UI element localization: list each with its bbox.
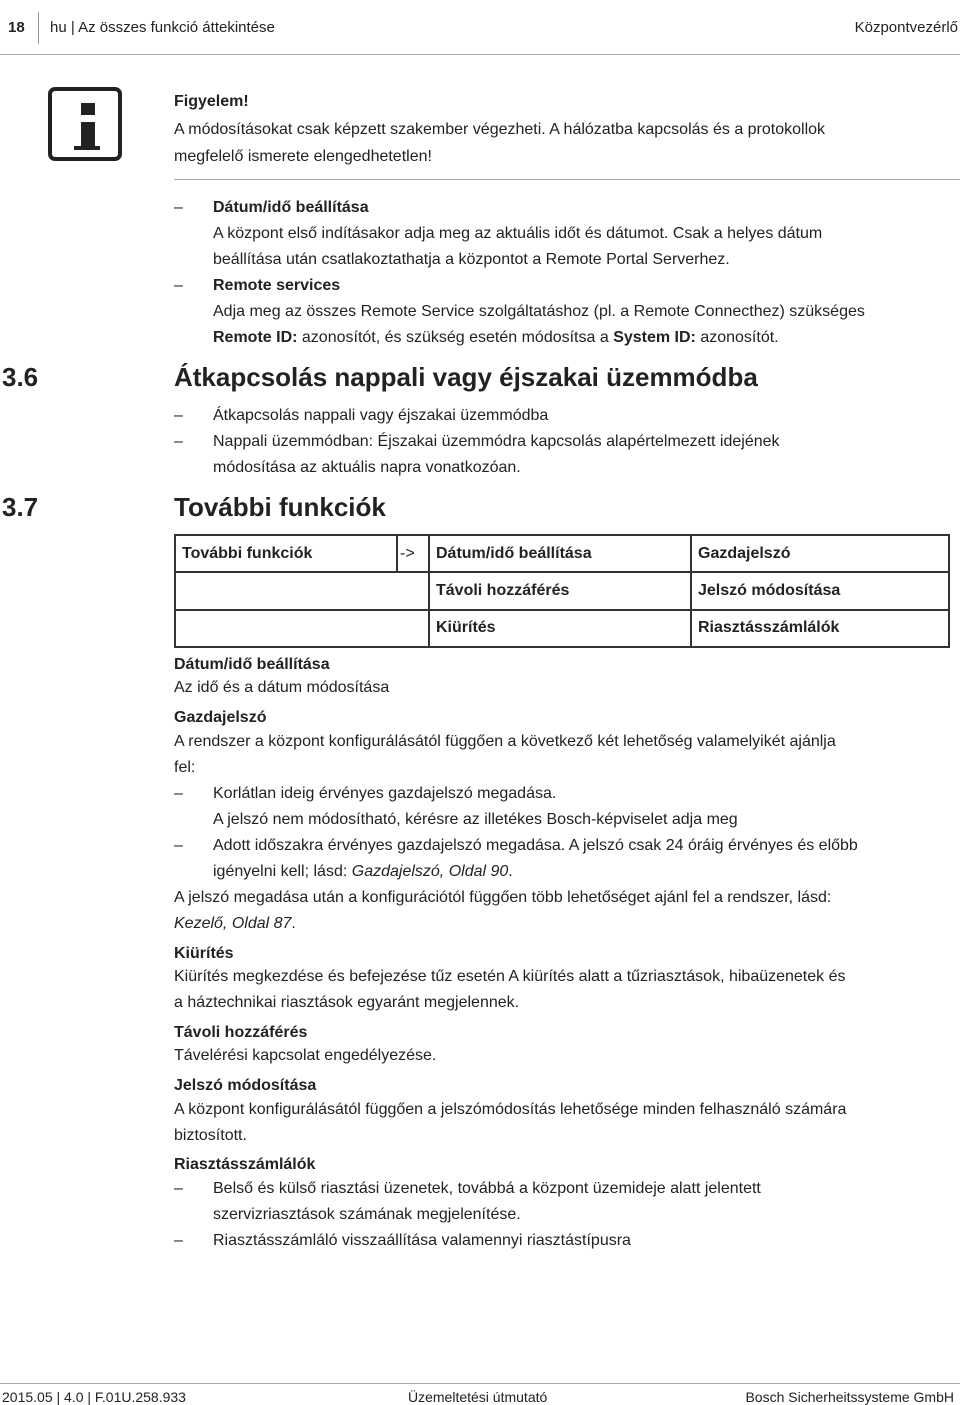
remote-services-text-part: azonosítót, és szükség esetén módosítsa a	[297, 329, 614, 346]
list-dash: –	[174, 1232, 183, 1249]
list-dash: –	[174, 1180, 183, 1197]
paragraph: A rendszer a központ konfigurálásától függően a következő két lehetőség valamelyikét ajánlja	[174, 733, 836, 750]
subheading-evacuation: Kiürítés	[174, 945, 234, 962]
table-cell	[175, 572, 429, 609]
datetime-setting-title: Dátum/idő beállítása	[213, 199, 369, 216]
functions-table	[174, 534, 950, 648]
list-dash: –	[174, 277, 183, 294]
table-cell: ->	[397, 535, 429, 572]
paragraph: A központ konfigurálásától függően a jelszómódosítás lehetősége minden felhasználó számára	[174, 1101, 847, 1118]
table-row	[175, 572, 949, 609]
list-item: Átkapcsolás nappali vagy éjszakai üzemmódba	[213, 407, 549, 424]
table-cell	[175, 610, 429, 647]
section-number: 3.6	[2, 362, 39, 392]
table-cell: Kiürítés	[429, 610, 691, 647]
table-cell: Riasztásszámlálók	[691, 610, 949, 647]
remote-id-label: Remote ID:	[213, 329, 298, 346]
subheading-change-password: Jelszó módosítása	[174, 1077, 317, 1094]
subheading-alarm-counters: Riasztásszámlálók	[174, 1156, 316, 1173]
paragraph: biztosított.	[174, 1127, 247, 1144]
list-item	[213, 862, 513, 882]
paragraph	[174, 914, 296, 934]
subheading-datetime: Dátum/idő beállítása	[174, 656, 330, 673]
list-item: módosítása az aktuális napra vonatkozóan.	[213, 459, 521, 476]
datetime-setting-text: beállítása után csatlakoztathatja a központot a Remote Portal Serverhez.	[213, 251, 730, 268]
table-cell: Távoli hozzáférés	[429, 572, 691, 609]
list-dash: –	[174, 837, 183, 854]
table-cell: Jelszó módosítása	[691, 572, 949, 609]
footer-company: Bosch Sicherheitssysteme GmbH	[745, 1389, 954, 1405]
paragraph-text: .	[291, 915, 296, 932]
paragraph: fel:	[174, 759, 196, 776]
table-cell: Gazdajelszó	[691, 535, 949, 572]
notice-divider	[174, 179, 960, 180]
notice-text-line: megfelelő ismerete elengedhetetlen!	[174, 148, 432, 165]
cross-reference-link[interactable]: Kezelő, Oldal 87	[174, 915, 292, 932]
subheading-remote-access: Távoli hozzáférés	[174, 1024, 308, 1041]
info-icon	[48, 87, 122, 161]
table-cell: Dátum/idő beállítása	[429, 535, 691, 572]
section-heading: Átkapcsolás nappali vagy éjszakai üzemmódba	[174, 362, 758, 392]
list-item-text: igényelni kell; lásd:	[213, 863, 352, 880]
remote-services-text	[213, 328, 779, 348]
header-separator	[38, 12, 39, 44]
paragraph: A jelszó megadása után a konfigurációtól függően több lehetőséget ajánl fel a rendszer, lásd:	[174, 889, 832, 906]
list-item: Adott időszakra érvényes gazdajelszó megadása. A jelszó csak 24 óráig érvényes és előbb	[213, 837, 858, 854]
footer-document-id: 2015.05 | 4.0 | F.01U.258.933	[2, 1389, 186, 1405]
header-product-name: Központvezérlő	[854, 19, 958, 36]
list-dash: –	[174, 785, 183, 802]
remote-services-text: Adja meg az összes Remote Service szolgáltatáshoz (pl. a Remote Connecthez) szükséges	[213, 303, 865, 320]
list-dash: –	[174, 199, 183, 216]
table-row	[175, 610, 949, 647]
footer-document-type: Üzemeltetési útmutató	[408, 1389, 548, 1405]
paragraph: a háztechnikai riasztások egyaránt megjelennek.	[174, 994, 520, 1011]
table-row	[175, 535, 949, 572]
remote-services-title: Remote services	[213, 277, 341, 294]
remote-services-text-part: azonosítót.	[695, 329, 779, 346]
subheading-master-password: Gazdajelszó	[174, 709, 267, 726]
header-section-title: hu | Az összes funkció áttekintése	[50, 19, 275, 36]
system-id-label: System ID:	[613, 329, 696, 346]
page-number: 18	[8, 19, 25, 36]
list-item: Korlátlan ideig érvényes gazdajelszó megadása.	[213, 785, 557, 802]
cross-reference-link[interactable]: Gazdajelszó, Oldal 90	[351, 863, 509, 880]
notice-title: Figyelem!	[174, 93, 249, 110]
footer-divider	[0, 1383, 960, 1384]
list-item: A jelszó nem módosítható, kérésre az illetékes Bosch-képviselet adja meg	[213, 811, 738, 828]
header-divider	[0, 54, 960, 55]
list-item: Nappali üzemmódban: Éjszakai üzemmódra kapcsolás alapértelmezett idejének	[213, 433, 780, 450]
list-item: szervizriasztások számának megjelenítése.	[213, 1206, 521, 1223]
list-item: Riasztásszámláló visszaállítása valamennyi riasztástípusra	[213, 1232, 631, 1249]
datetime-setting-text: A központ első indításakor adja meg az aktuális időt és dátumot. Csak a helyes dátum	[213, 225, 823, 242]
paragraph: Távelérési kapcsolat engedélyezése.	[174, 1047, 437, 1064]
section-number: 3.7	[2, 492, 39, 522]
paragraph: Az idő és a dátum módosítása	[174, 679, 390, 696]
list-dash: –	[174, 407, 183, 424]
list-item: Belső és külső riasztási üzenetek, továbbá a központ üzemideje alatt jelentett	[213, 1180, 761, 1197]
list-item-text: .	[508, 863, 513, 880]
paragraph: Kiürítés megkezdése és befejezése tűz esetén A kiürítés alatt a tűzriasztások, hibaüzenetek és	[174, 968, 846, 985]
list-dash: –	[174, 433, 183, 450]
notice-text-line: A módosításokat csak képzett szakember végezheti. A hálózatba kapcsolás és a protokollok	[174, 121, 826, 138]
section-heading: További funkciók	[174, 492, 386, 522]
table-cell: További funkciók	[175, 535, 397, 572]
